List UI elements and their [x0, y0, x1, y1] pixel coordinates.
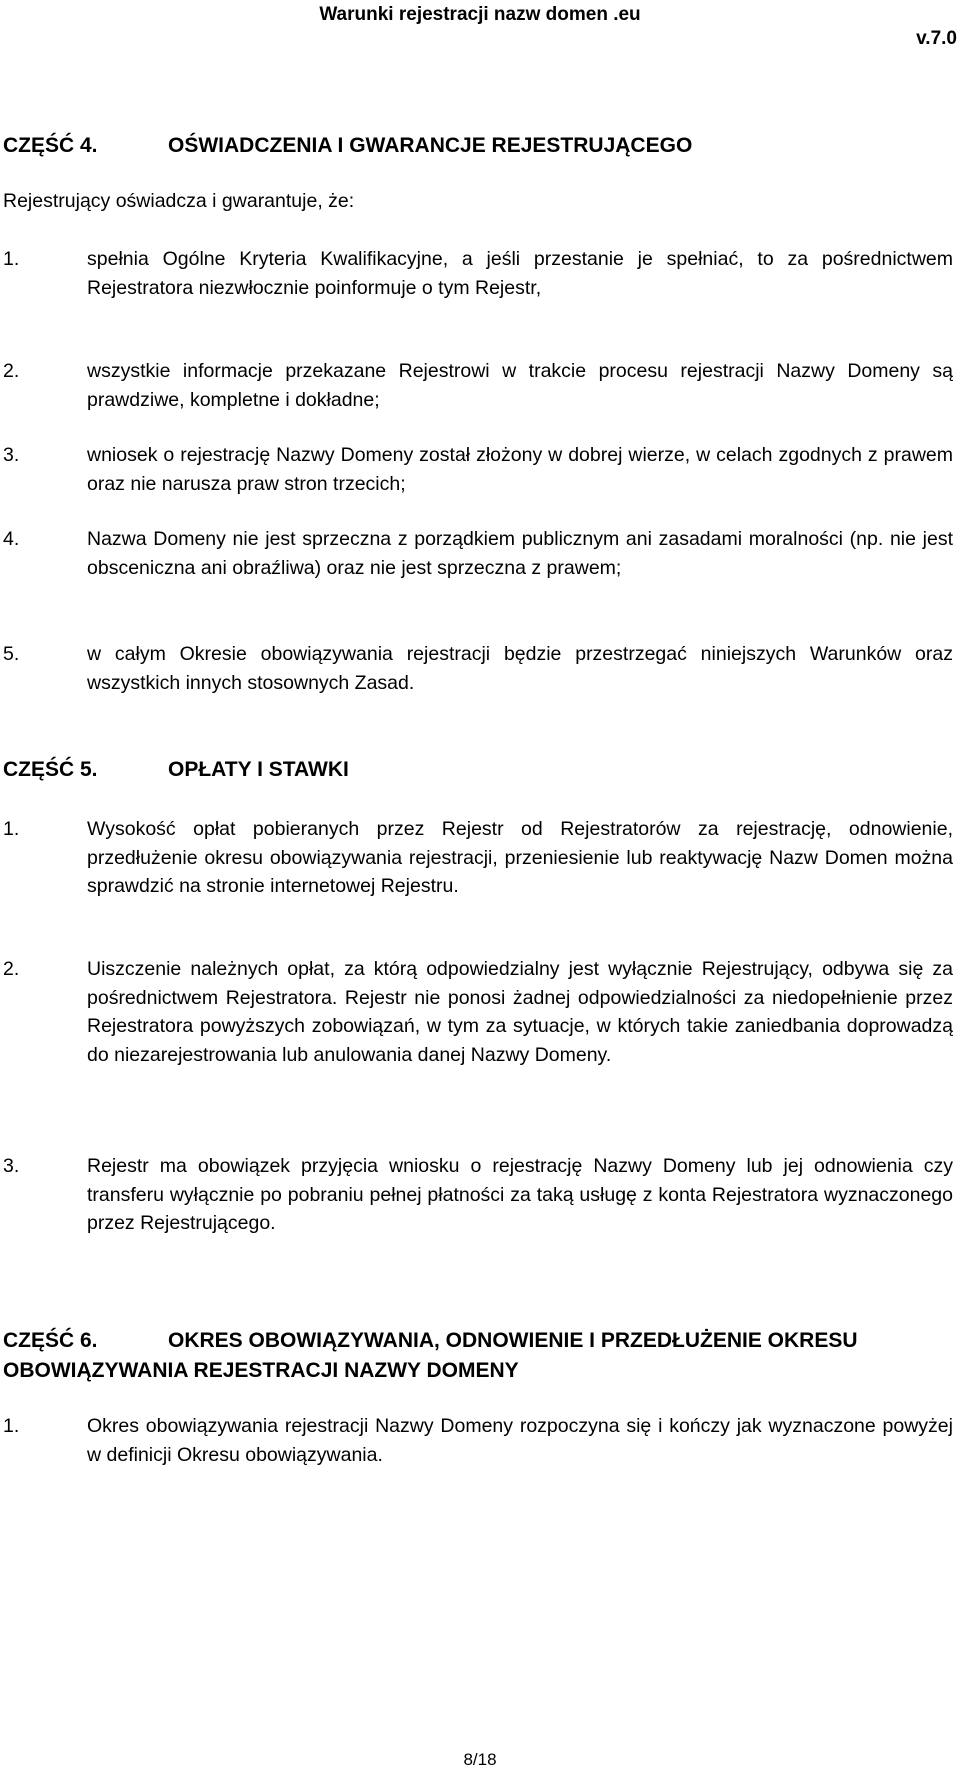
- list-item: [3, 1152, 953, 1238]
- section-6-heading: [3, 1326, 953, 1386]
- section-number: CZĘŚĆ 5.: [3, 758, 98, 781]
- item-text: wniosek o rejestrację Nazwy Domeny został złożony w dobrej wierze, w celach zgodnych z prawem oraz nie narusza praw stron trzecich;: [87, 444, 953, 495]
- section-title: OKRES OBOWIĄZYWANIA, ODNOWIENIE I PRZEDŁUŻENIE OKRESU OBOWIĄZYWANIA REJESTRACJI NAZWY DOMENY: [3, 1329, 858, 1382]
- item-number: 2.: [3, 958, 20, 980]
- item-number: 1.: [3, 1415, 20, 1437]
- section-intro: Rejestrujący oświadcza i gwarantuje, że:: [3, 190, 355, 212]
- item-text: wszystkie informacje przekazane Rejestrowi w trakcie procesu rejestracji Nazwy Domeny są prawdziwe, kompletne i dokładne;: [87, 360, 953, 411]
- section-number: CZĘŚĆ 6.: [3, 1329, 98, 1352]
- section-4-heading: [3, 131, 953, 161]
- list-item: [3, 640, 953, 697]
- list-item: [3, 1412, 953, 1469]
- section-title: OPŁATY I STAWKI: [168, 758, 349, 781]
- item-text: Rejestr ma obowiązek przyjęcia wniosku o rejestrację Nazwy Domeny lub jej odnowienia czy transferu wyłącznie po pobraniu pełnej płatności za taką usługę z konta Rejestratora wyznaczonego przez Rejestrującego.: [87, 1155, 953, 1234]
- item-text: Uiszczenie należnych opłat, za którą odpowiedzialny jest wyłącznie Rejestrujący, odbywa się za pośrednictwem Rejestratora. Rejestr nie ponosi żadnej odpowiedzialności za niedopełnienie przez Rejestratora powyższych zobowiązań, w tym za sytuacje, w których takie zaniedbania doprowadzą do niezarejestrowania lub anulowania danej Nazwy Domeny.: [87, 958, 953, 1066]
- list-item: [3, 441, 953, 498]
- section-number: CZĘŚĆ 4.: [3, 134, 98, 157]
- item-text: spełnia Ogólne Kryteria Kwalifikacyjne, a jeśli przestanie je spełniać, to za pośrednictwem Rejestratora niezwłocznie poinformuje o tym Rejestr,: [87, 248, 953, 299]
- item-number: 1.: [3, 818, 20, 840]
- list-item: [3, 245, 953, 302]
- list-item: [3, 955, 953, 1069]
- item-text: Okres obowiązywania rejestracji Nazwy Domeny rozpoczyna się i kończy jak wyznaczone powyżej w definicji Okresu obowiązywania.: [87, 1415, 953, 1466]
- item-text: Nazwa Domeny nie jest sprzeczna z porządkiem publicznym ani zasadami moralności (np. nie jest obsceniczna ani obraźliwa) oraz nie jest sprzeczna z prawem;: [87, 528, 953, 579]
- document-title: Warunki rejestracji nazw domen .eu: [319, 4, 641, 25]
- item-number: 1.: [3, 248, 20, 270]
- list-item: [3, 357, 953, 414]
- item-text: w całym Okresie obowiązywania rejestracji będzie przestrzegać niniejszych Warunków oraz wszystkich innych stosownych Zasad.: [87, 643, 953, 694]
- list-item: [3, 525, 953, 582]
- item-number: 3.: [3, 444, 20, 466]
- list-item: [3, 815, 953, 901]
- item-number: 3.: [3, 1155, 20, 1177]
- item-number: 4.: [3, 528, 20, 550]
- item-text: Wysokość opłat pobieranych przez Rejestr od Rejestratorów za rejestrację, odnowienie, przedłużenie okresu obowiązywania rejestracji, przeniesienie lub reaktywację Nazw Domen można sprawdzić na stronie internetowej Rejestru.: [87, 818, 953, 897]
- document-version: v.7.0: [916, 28, 957, 49]
- page-number: 8/18: [463, 1750, 497, 1769]
- section-5-heading: [3, 755, 953, 785]
- item-number: 5.: [3, 643, 20, 665]
- item-number: 2.: [3, 360, 20, 382]
- section-title: OŚWIADCZENIA I GWARANCJE REJESTRUJĄCEGO: [168, 134, 693, 157]
